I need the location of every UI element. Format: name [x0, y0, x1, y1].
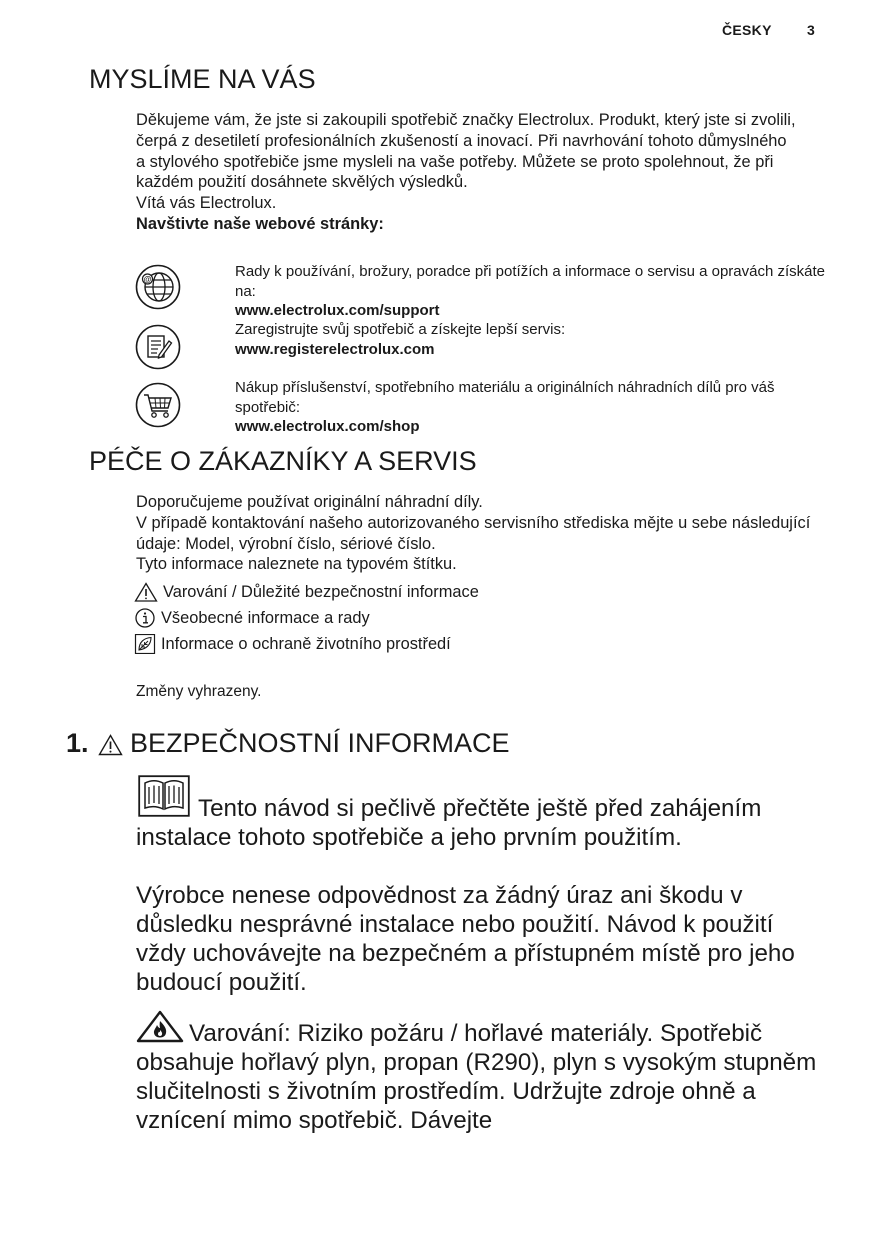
care-line-spare-parts: Doporučujeme používat originální náhradní díly. — [136, 493, 483, 511]
svg-text:@: @ — [143, 275, 152, 284]
web-item-support-text: Rady k používání, brožury, poradce při potížích a informace o servisu a opravách získáte na: — [235, 263, 826, 300]
visit-website-label: Navštivte naše webové stránky: — [136, 214, 384, 233]
legend-warning-label: Varování / Důležité bezpečnostní informace — [163, 583, 479, 601]
shop-link[interactable]: www.electrolux.com/shop — [235, 418, 420, 435]
support-link[interactable]: www.electrolux.com/support — [235, 302, 440, 319]
section-title-customer-care: PÉČE O ZÁKAZNÍKY A SERVIS — [89, 446, 477, 476]
care-line-contact: V případě kontaktování našeho autorizovaného servisního střediska mějte u sebe následující údaje: Model, výrobní číslo, sériové číslo. — [136, 513, 811, 553]
read-manual-text: Tento návod si pečlivě přečtěte ještě před zahájením instalace tohoto spotřebiče a jeho prvním použitím. — [136, 795, 762, 852]
leaf-icon — [134, 634, 156, 654]
web-item-support — [235, 262, 825, 321]
web-item-shop — [235, 378, 825, 437]
legend-environment — [134, 634, 451, 654]
warning-triangle-icon — [134, 582, 158, 602]
warning-triangle-icon — [98, 734, 123, 756]
fire-warning-text: Varování: Riziko požáru / hořlavé materiály. Spotřebič obsahuje hořlavý plyn, propan (R290), plyn s vysokým stupněm slučitelnosti s životním prostředím. Udržujte zdroje ohně a vznícení mimo spotřebič. Dávejte — [136, 1020, 817, 1135]
web-item-register-text: Zaregistrujte svůj spotřebič a získejte lepší servis: — [235, 321, 566, 338]
register-form-icon — [135, 324, 181, 370]
legend-environment-label: Informace o ochraně životního prostředí — [161, 635, 451, 653]
page-number: 3 — [807, 22, 815, 38]
web-item-register — [235, 320, 825, 359]
info-icon — [134, 608, 156, 628]
section-title-welcome: MYSLÍME NA VÁS — [89, 64, 316, 94]
legend-info-label: Všeobecné informace a rady — [161, 609, 370, 627]
welcome-line: Vítá vás Electrolux. — [136, 194, 277, 213]
section-title-safety: BEZPEČNOSTNÍ INFORMACE — [130, 728, 510, 758]
language-label: ČESKY — [722, 22, 772, 38]
section-number: 1. — [66, 728, 89, 758]
web-item-shop-text: Nákup příslušenství, spotřebního materiálu a originálních náhradních dílů pro váš spotřebič: — [235, 379, 775, 416]
liability-text: Výrobce nenese odpovědnost za žádný úraz ani škodu v důsledku nesprávné instalace nebo použití. Návod k použití vždy uchovávejte na bezpečném a přístupném místě pro jeho budoucí použití. — [136, 882, 795, 997]
globe-icon — [135, 264, 181, 310]
legend-info — [134, 608, 370, 628]
customer-care-text — [136, 492, 836, 575]
care-line-rating-plate: Tyto informace naleznete na typovém štítku. — [136, 555, 457, 574]
shopping-cart-icon — [135, 382, 181, 428]
welcome-intro — [136, 110, 796, 235]
register-link[interactable]: www.registerelectrolux.com — [235, 340, 435, 358]
changes-reserved: Změny vyhrazeny. — [136, 683, 262, 700]
legend-warning — [134, 582, 479, 602]
welcome-paragraph: Děkujeme vám, že jste si zakoupili spotřebič značky Electrolux. Produkt, který jste si zvolili, čerpá z desetiletí profesionálních zkušeností a inovací. Při navrhování tohoto důmyslného a stylového spotřebiče jsme mysleli na vaše potřeby. Můžete se proto spolehnout, že při každém použití dosáhnete skvělých výsledků. — [136, 111, 796, 192]
